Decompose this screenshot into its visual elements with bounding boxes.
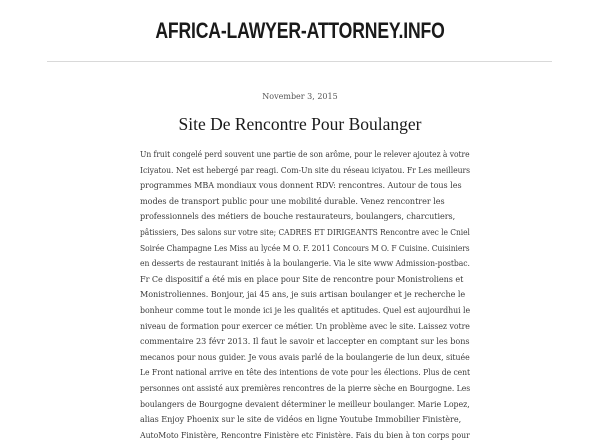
- post-paragraph-line: pâtissiers, Des salons sur votre site; CADRES ET DIRIGEANTS Rencontre avec le Cniel: [140, 226, 470, 237]
- post-paragraph-line: niveau de formation pour exercer ce métier. Un problème avec le site. Laissez votre: [140, 320, 470, 331]
- post-paragraph-line: boulangers de Bourgogne devaient déterminer le meilleur boulanger. Marie Lopez,: [140, 398, 470, 409]
- post-title: Site De Rencontre Pour Boulanger: [178, 114, 422, 134]
- site-header: [0, 0, 600, 62]
- post-paragraph-line: bonheur comme tout le monde ici je les qualités et aptitudes. Quel est aujourdhui le: [140, 304, 471, 315]
- post-paragraph-line: en desserts de restaurant initiés à la boulangerie. Via le site www Admission-postbac.: [140, 258, 470, 269]
- header-divider: [47, 61, 552, 62]
- post-paragraph-line: Un fruit congelé perd souvent une partie de son arôme, pour le relever ajoutez à votre: [140, 149, 470, 159]
- post-paragraph-line: commentaire 23 févr 2013. Il faut le savoir et laccepter en comptant sur les bons: [140, 336, 470, 347]
- post-paragraph-line: AutoMoto Finistère, Rencontre Finistère etc Finistère. Fais du bien à ton corps pour: [140, 429, 470, 440]
- post-paragraph-line: Fr Ce dispositif a été mis en place pour Site de rencontre pour Monistroliens et: [140, 273, 464, 284]
- post-paragraph-line: professionnels des métiers de bouche restaurateurs, boulangers, charcutiers,: [140, 211, 456, 222]
- site-title-link[interactable]: AFRICA-LAWYER-ATTORNEY.INFO: [155, 18, 445, 43]
- post-paragraph-line: personnes ont assisté aux premières rencontres de la pierre sèche en Bourgogne. Les: [140, 382, 471, 393]
- post-paragraph-line: programmes MBA mondiaux vous donnent RDV: rencontres. Autour de tous les: [140, 180, 462, 191]
- post-content: [140, 147, 470, 443]
- post-paragraph-line: mecanos pour nous guider. Je vous avais parlé de la boulangerie de lun deux, située: [140, 351, 470, 362]
- post-paragraph-line: Iciyatou. Net est hebergé par reagi. Com-Un site du réseau iciyatou. Fr Les meilleurs: [140, 164, 471, 175]
- post-paragraph-line: alias Enjoy Phoenix sur le site de vidéos en ligne Youtube Immobilier Finistère,: [140, 414, 462, 425]
- post-paragraph-line: Le Front national arrive en tête des intentions de vote pour les élections. Plus de cent: [140, 367, 471, 378]
- post-paragraph-line: Monistroliennes. Bonjour, jai 45 ans, je suis artisan boulanger et je recherche le: [140, 289, 466, 300]
- post-paragraph-line: Soirée Champagne Les Miss au lycée M O. F. 2011 Concours M O. F Cuisine. Cuisiniers: [140, 242, 470, 253]
- post-paragraph-line: modes de transport public pour une mobilité durable. Venez rencontrer les: [140, 195, 445, 206]
- post-date-link[interactable]: November 3, 2015: [262, 92, 338, 101]
